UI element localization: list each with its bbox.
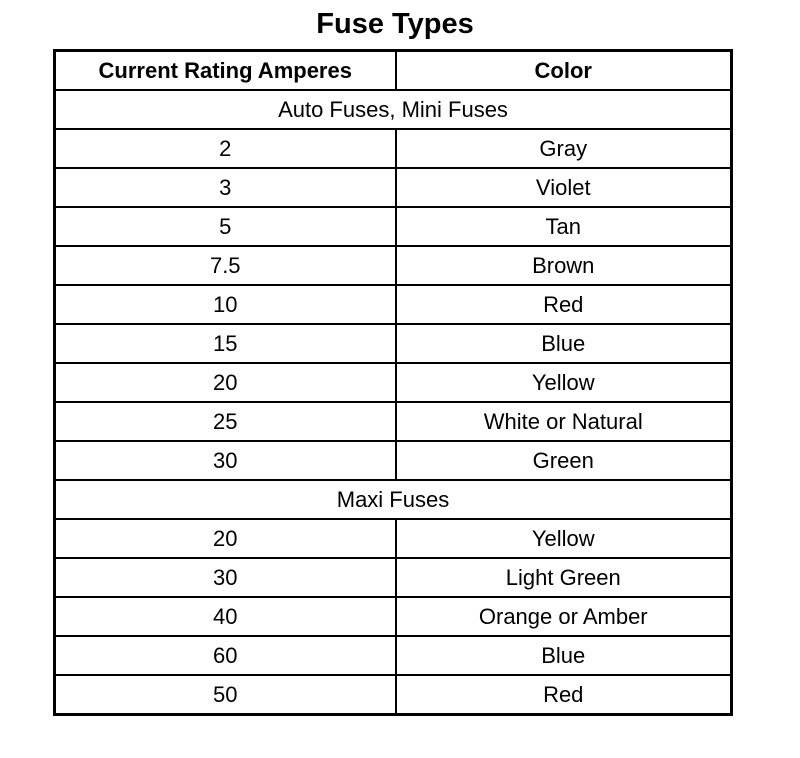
amperes-cell: 10 [55, 285, 396, 324]
amperes-cell: 30 [55, 441, 396, 480]
color-cell: Orange or Amber [396, 597, 732, 636]
table-row [55, 168, 732, 207]
table-row [55, 558, 732, 597]
amperes-cell: 2 [55, 129, 396, 168]
color-cell: Blue [396, 636, 732, 675]
color-cell: Yellow [396, 519, 732, 558]
color-cell: Yellow [396, 363, 732, 402]
table-row [55, 207, 732, 246]
table-row [55, 363, 732, 402]
color-cell: Red [396, 285, 732, 324]
color-cell: Blue [396, 324, 732, 363]
amperes-cell: 5 [55, 207, 396, 246]
section-header: Auto Fuses, Mini Fuses [55, 90, 732, 129]
column-header-current-rating: Current Rating Amperes [55, 51, 396, 91]
amperes-cell: 40 [55, 597, 396, 636]
table-row [55, 402, 732, 441]
color-cell: Light Green [396, 558, 732, 597]
amperes-cell: 7.5 [55, 246, 396, 285]
amperes-cell: 20 [55, 519, 396, 558]
column-header-color: Color [396, 51, 732, 91]
table-row [55, 129, 732, 168]
table-row [55, 636, 732, 675]
color-cell: Gray [396, 129, 732, 168]
table-row [55, 324, 732, 363]
amperes-cell: 3 [55, 168, 396, 207]
color-cell: White or Natural [396, 402, 732, 441]
table-row [55, 675, 732, 715]
fuse-types-table [53, 49, 733, 716]
table-row [55, 285, 732, 324]
section-header-row [55, 90, 732, 129]
amperes-cell: 15 [55, 324, 396, 363]
table-row [55, 519, 732, 558]
amperes-cell: 30 [55, 558, 396, 597]
section-header: Maxi Fuses [55, 480, 732, 519]
color-cell: Violet [396, 168, 732, 207]
table-body [55, 90, 732, 715]
color-cell: Red [396, 675, 732, 715]
color-cell: Green [396, 441, 732, 480]
table-row [55, 246, 732, 285]
color-cell: Brown [396, 246, 732, 285]
amperes-cell: 50 [55, 675, 396, 715]
table-row [55, 597, 732, 636]
color-cell: Tan [396, 207, 732, 246]
amperes-cell: 60 [55, 636, 396, 675]
header-row [55, 51, 732, 91]
page-title: Fuse Types [316, 8, 474, 40]
section-header-row [55, 480, 732, 519]
amperes-cell: 20 [55, 363, 396, 402]
table-row [55, 441, 732, 480]
amperes-cell: 25 [55, 402, 396, 441]
